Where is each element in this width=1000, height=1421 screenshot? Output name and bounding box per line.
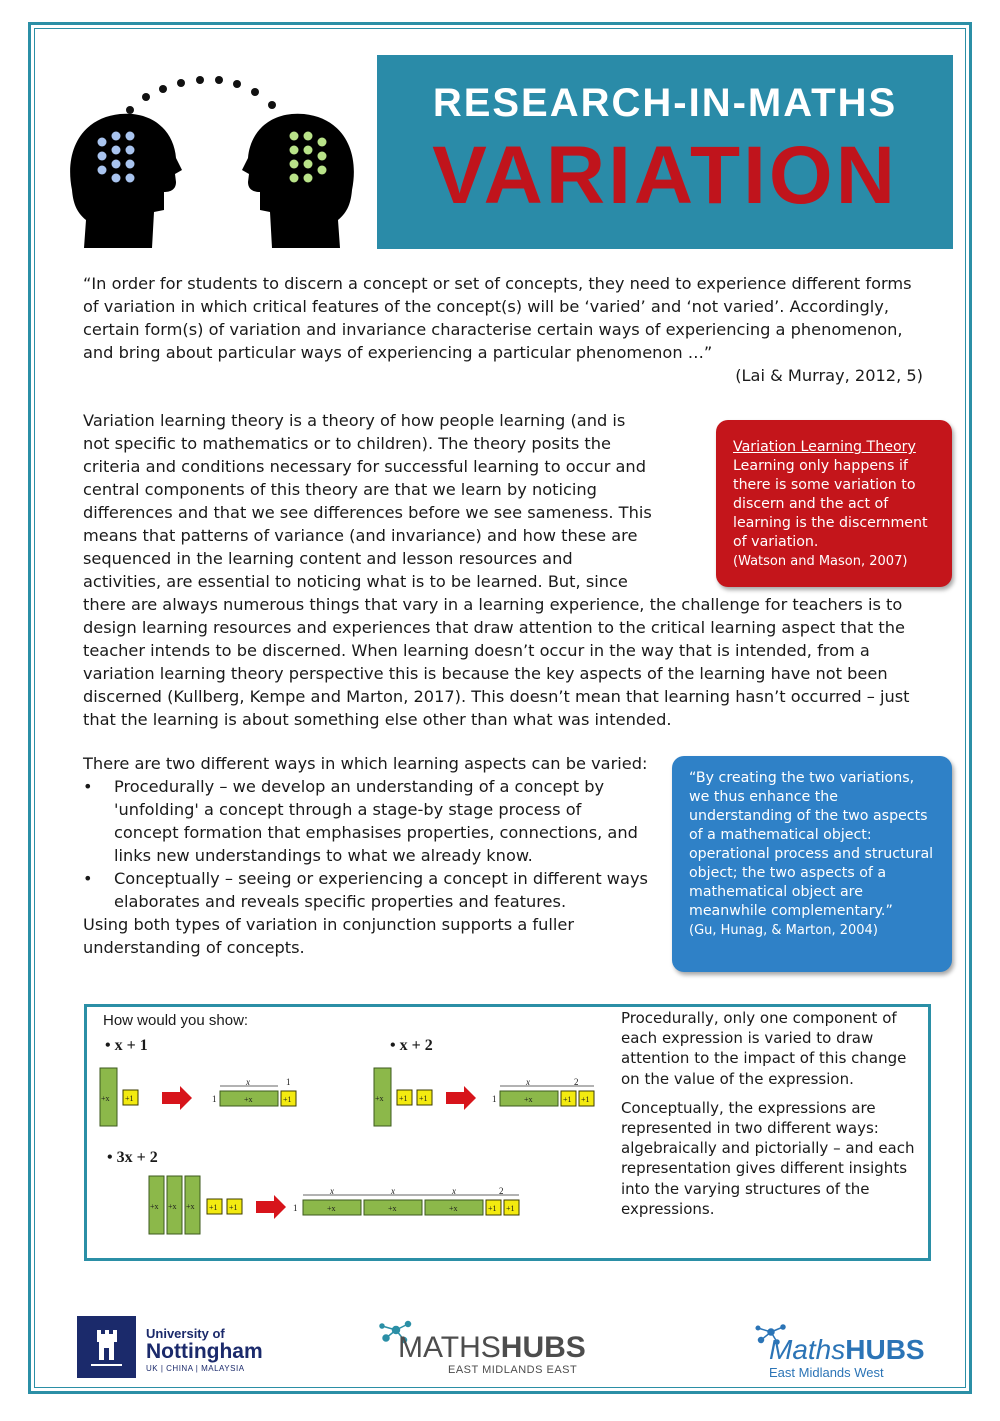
side-length: 1 bbox=[212, 1094, 217, 1104]
unit-tile-label: +1 bbox=[229, 1203, 238, 1212]
x-tile-label: +x bbox=[150, 1202, 159, 1211]
uon-line-1: University of bbox=[146, 1326, 225, 1341]
hub-west-name bbox=[769, 1334, 925, 1366]
list-item: • Procedurally – we develop an understanding of a concept by 'unfolding' a concept through a stage-by stage process of concept formation that emphasises properties, connections, and links new understandings to what we already know. bbox=[114, 775, 648, 867]
x-tile-label: +x bbox=[375, 1094, 384, 1103]
expression-x-plus-2: • x + 2 bbox=[390, 1037, 433, 1054]
hub-west-name-a: Maths bbox=[769, 1334, 846, 1365]
procedural-explanation: Procedurally, only one component of each expression is varied to draw attention to the impact of this change on the value of the expression. bbox=[621, 1009, 907, 1088]
dimension-x: x bbox=[391, 1186, 395, 1196]
example-prompt: How would you show: bbox=[103, 1012, 249, 1029]
ways-list bbox=[83, 775, 648, 913]
variation-ways-section bbox=[83, 752, 648, 959]
tiles-3x-plus-2-horizontal bbox=[293, 1186, 519, 1215]
callout-citation: (Watson and Mason, 2007) bbox=[733, 554, 908, 569]
quote-citation: (Lai & Murray, 2012, 5) bbox=[735, 366, 923, 385]
unit-tile-label: +1 bbox=[488, 1204, 497, 1213]
arrow-right-icon bbox=[446, 1086, 476, 1110]
callout-quote-citation: (Gu, Hunag, & Marton, 2004) bbox=[689, 923, 878, 938]
intro-text: Variation learning theory is a theory of how people learning (and is not specific to mathematics or to children). The theory posits the criteria and conditions necessary for successful learning to occur and central components of this theory are that we learn by noticing differences and that we see differences before we see sameness. This means that patterns of variance (and invariance) and how these are sequenced in the learning content and lesson resources and activities, are essential to noticing what is to be learned. But, since there are always numerous things that vary in a learning experience, the challenge for teachers is to design learning resources and experiences that draw attention to the critical learning aspect that the teacher intends to be discerned. When learning doesn’t occur in the way that is intended, from a variation learning theory perspective this is because the key aspects of the learning have not been discerned (Kullberg, Kempe and Marton, 2017). This doesn’t mean that learning hasn’t occurred – just that the learning is about something else other than what was intended. bbox=[83, 411, 910, 729]
unit-tile-label: +1 bbox=[283, 1095, 292, 1104]
two-heads-icon bbox=[62, 70, 362, 250]
side-length: 1 bbox=[492, 1094, 497, 1104]
callout-heading: Variation Learning Theory bbox=[733, 439, 916, 455]
quote-text: “In order for students to discern a concept or set of concepts, they need to experience different forms of variation in which critical features of the concept(s) will be ‘varied’ and ‘not varied’. Accordingly, certain form(s) of variation and invariance characterise certain ways of experiencing a phenomenon, and bring about particular ways of experiencing a particular phenomenon …” bbox=[83, 274, 912, 362]
tiles-x-plus-2-horizontal bbox=[492, 1077, 594, 1106]
ways-intro: There are two different ways in which learning aspects can be varied: bbox=[83, 754, 648, 773]
callout-gu-quote bbox=[672, 756, 952, 972]
hub-east-name bbox=[398, 1331, 586, 1365]
opening-quote bbox=[83, 272, 923, 387]
university-of-nottingham-logo bbox=[146, 1327, 263, 1375]
x-tile-label: +x bbox=[101, 1094, 110, 1103]
callout-quote-body: “By creating the two variations, we thus enhance the understanding of the two aspects of a mathematical object: operational process and structural object; the two aspects of a mathematical object are meanwhile complementary.” bbox=[689, 770, 934, 919]
example-explanation bbox=[621, 1008, 921, 1219]
dimension-one: 1 bbox=[286, 1077, 291, 1087]
dimension-x: x bbox=[452, 1186, 456, 1196]
unit-tile-label: +1 bbox=[399, 1094, 408, 1103]
expression-x-plus-1: • x + 1 bbox=[105, 1037, 148, 1054]
unit-tile-label: +1 bbox=[581, 1095, 590, 1104]
conceptual-explanation: Conceptually, the expressions are represented in two different ways: algebraically and pictorially – and each representation gives different insights into the varying structures of the expressions. bbox=[621, 1098, 915, 1218]
dimension-x: x bbox=[246, 1077, 250, 1087]
uon-line-3: UK | CHINA | MALAYSIA bbox=[146, 1364, 245, 1373]
unit-tile-label: +1 bbox=[506, 1204, 515, 1213]
unit-tile-label: +1 bbox=[563, 1095, 572, 1104]
unit-tile-label: +1 bbox=[209, 1203, 218, 1212]
university-shield-logo bbox=[77, 1316, 136, 1378]
hub-west-name-b: HUBS bbox=[845, 1334, 925, 1365]
arrow-right-icon bbox=[162, 1086, 192, 1110]
ways-outro: Using both types of variation in conjunction supports a fuller understanding of concepts. bbox=[83, 915, 574, 957]
expression-3x-plus-2: • 3x + 2 bbox=[107, 1149, 158, 1166]
uon-line-2: Nottingham bbox=[146, 1340, 263, 1363]
dimension-two: 2 bbox=[499, 1186, 504, 1196]
tiles-x-plus-1 bbox=[100, 1068, 138, 1126]
unit-tile-label: +1 bbox=[419, 1094, 428, 1103]
unit-tile-label: +1 bbox=[125, 1094, 134, 1103]
hub-east-name-a: MATHS bbox=[398, 1331, 501, 1364]
arrow-right-icon bbox=[256, 1195, 286, 1219]
x-tile-label: +x bbox=[244, 1095, 253, 1104]
x-tile-label: +x bbox=[186, 1202, 195, 1211]
hub-east-name-b: HUBS bbox=[500, 1331, 586, 1364]
dimension-two: 2 bbox=[574, 1077, 579, 1087]
hub-west-subtitle: East Midlands West bbox=[769, 1365, 884, 1380]
maths-hubs-east-logo bbox=[378, 1318, 586, 1380]
tiles-3x-plus-2 bbox=[149, 1176, 242, 1234]
castle-icon bbox=[77, 1316, 136, 1378]
tiles-x-plus-1-horizontal bbox=[212, 1077, 296, 1106]
hub-east-subtitle: EAST MIDLANDS EAST bbox=[448, 1364, 578, 1376]
page-title: VARIATION bbox=[432, 130, 898, 221]
side-length: 1 bbox=[293, 1203, 298, 1213]
dimension-x: x bbox=[526, 1077, 530, 1087]
x-tile-label: +x bbox=[168, 1202, 177, 1211]
header-banner bbox=[377, 55, 953, 249]
list-item: • Conceptually – seeing or experiencing a concept in different ways elaborates and reveals specific properties and features. bbox=[114, 867, 648, 913]
callout-variation-theory bbox=[716, 420, 952, 587]
callout-body: Learning only happens if there is some variation to discern and the act of learning is the discernment of variation. bbox=[733, 458, 928, 550]
dimension-x: x bbox=[330, 1186, 334, 1196]
x-tile-label: +x bbox=[524, 1095, 533, 1104]
tiles-x-plus-2 bbox=[374, 1068, 432, 1126]
maths-hubs-west-logo bbox=[755, 1322, 925, 1384]
x-tile-label: +x bbox=[327, 1204, 336, 1213]
algebra-tiles-diagram bbox=[90, 1060, 610, 1250]
header-kicker: RESEARCH-IN-MATHS bbox=[432, 81, 898, 125]
x-tile-label: +x bbox=[449, 1204, 458, 1213]
x-tile-label: +x bbox=[388, 1204, 397, 1213]
